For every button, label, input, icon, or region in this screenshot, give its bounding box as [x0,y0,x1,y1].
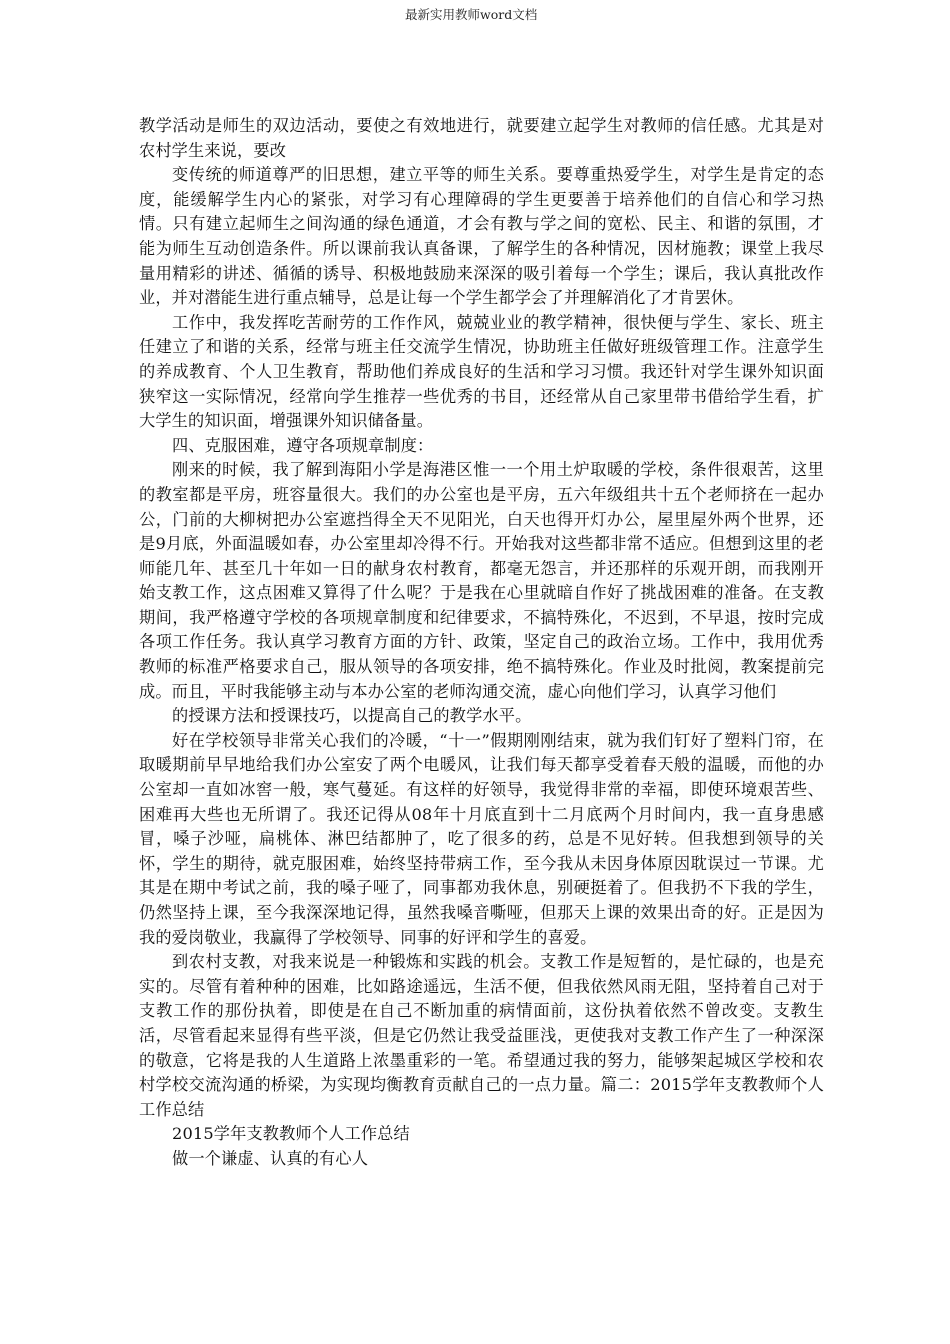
document-body [139,114,824,1172]
paragraph: 刚来的时候，我了解到海阳小学是海港区惟一一个用土炉取暖的学校，条件很艰苦，这里的教室都是平房，班容量很大。我们的办公室也是平房，五六年级组共十五个老师挤在一起办公，门前的大柳树把办公室遮挡得全天不见阳光，白天也得开灯办公，屋里屋外两个世界，还是9月底，外面温暖如春，办公室里却冷得不行。开始我对这些都非常不适应。但想到这里的老师能几年、甚至几十年如一日的献身农村教育，都毫无怨言，并还那样的乐观开朗，而我刚开始支教工作，这点困难又算得了什么呢？于是我在心里就暗自作好了挑战困难的准备。在支教期间，我严格遵守学校的各项规章制度和纪律要求，不搞特殊化，不迟到，不早退，按时完成各项工作任务。我认真学习教育方面的方针、政策，坚定自己的政治立场。工作中，我用优秀教师的标准严格要求自己，服从领导的各项安排，绝不搞特殊化。作业及时批阅，教案提前完成。而且，平时我能够主动与本办公室的老师沟通交流，虚心向他们学习，认真学习他们 [139,460,824,701]
paragraph: 的授课方法和授课技巧，以提高自己的教学水平。 [172,706,532,726]
section-heading: 四、克服困难，遵守各项规章制度： [172,435,434,455]
paragraph: 到农村支教，对我来说是一种锻炼和实践的机会。支教工作是短暂的，是忙碌的，也是充实的。尽管有着种种的困难，比如路途遥远，生活不便，但我依然风雨无阻，坚持着自己对于支教工作的那份执着，即使是在自己不断加重的病情面前，这份执着依然不曾改变。支教生活，尽管看起来显得有些平淡，但是它仍然让我受益匪浅，更使我对支教工作产生了一种深深的敬意，它将是我的人生道路上浓墨重彩的一笔。希望通过我的努力，能够架起城区学校和农村学校交流沟通的桥梁，为实现均衡教育贡献自己的一点力量。篇二：2015学年支教教师个人工作总结 [139,952,824,1119]
paragraph: 工作中，我发挥吃苦耐劳的工作作风，兢兢业业的教学精神，很快便与学生、家长、班主任建立了和谐的关系，经常与班主任交流学生情况，协助班主任做好班级管理工作。注意学生的养成教育、个人卫生教育，帮助他们养成良好的生活和学习习惯。我还针对学生课外知识面狭窄这一实际情况，经常向学生推荐一些优秀的书目，还经常从自己家里带书借给学生看，扩大学生的知识面，增强课外知识储备量。 [139,312,824,431]
article-title: 2015学年支教教师个人工作总结 [172,1124,410,1144]
paragraph: 好在学校领导非常关心我们的冷暖，“十一”假期刚刚结束，就为我们钉好了塑料门帘，在取暖期前早早地给我们办公室安了两个电暖风，让我们每天都享受着春天般的温暖，而他的办公室却一直如冰窖一般，寒气蔓延。有这样的好领导，我觉得非常的幸福，即使环境艰苦些、困难再大些也无所谓了。我还记得从08年十月底直到十二月底两个月时间内，我一直身患感冒，嗓子沙哑，扁桃体、淋巴结都肿了，吃了很多的药，总是不见好转。但我想到领导的关怀，学生的期待，就克服困难，始终坚持带病工作，至今我从未因身体原因耽误过一节课。尤其是在期中考试之前，我的嗓子哑了，同事都劝我休息，别硬挺着了。但我扔不下我的学生，仍然坚持上课，至今我深深地记得，虽然我嗓音嘶哑，但那天上课的效果出奇的好。正是因为我的爱岗敬业，我赢得了学校领导、同事的好评和学生的喜爱。 [139,730,824,947]
paragraph: 教学活动是师生的双边活动，要使之有效地进行，就要建立起学生对教师的信任感。尤其是对农村学生来说，要改 [139,116,824,160]
paragraph: 变传统的师道尊严的旧思想，建立平等的师生关系。要尊重热爱学生，对学生是肯定的态度，能缓解学生内心的紧张，对学习有心理障碍的学生更要善于培养他们的自信心和学习热情。只有建立起师生之间沟通的绿色通道，才会有教与学之间的宽松、民主、和谐的氛围，才能为师生互动创造条件。所以课前我认真备课，了解学生的各种情况，因材施教；课堂上我尽量用精彩的讲述、循循的诱导、积极地鼓励来深深的吸引着每一个学生；课后，我认真批改作业，并对潜能生进行重点辅导，总是让每一个学生都学会了并理解消化了才肯罢休。 [139,165,824,308]
article-subtitle: 做一个谦虚、认真的有心人 [172,1148,369,1168]
page-header: 最新实用教师word文档 [405,7,538,22]
